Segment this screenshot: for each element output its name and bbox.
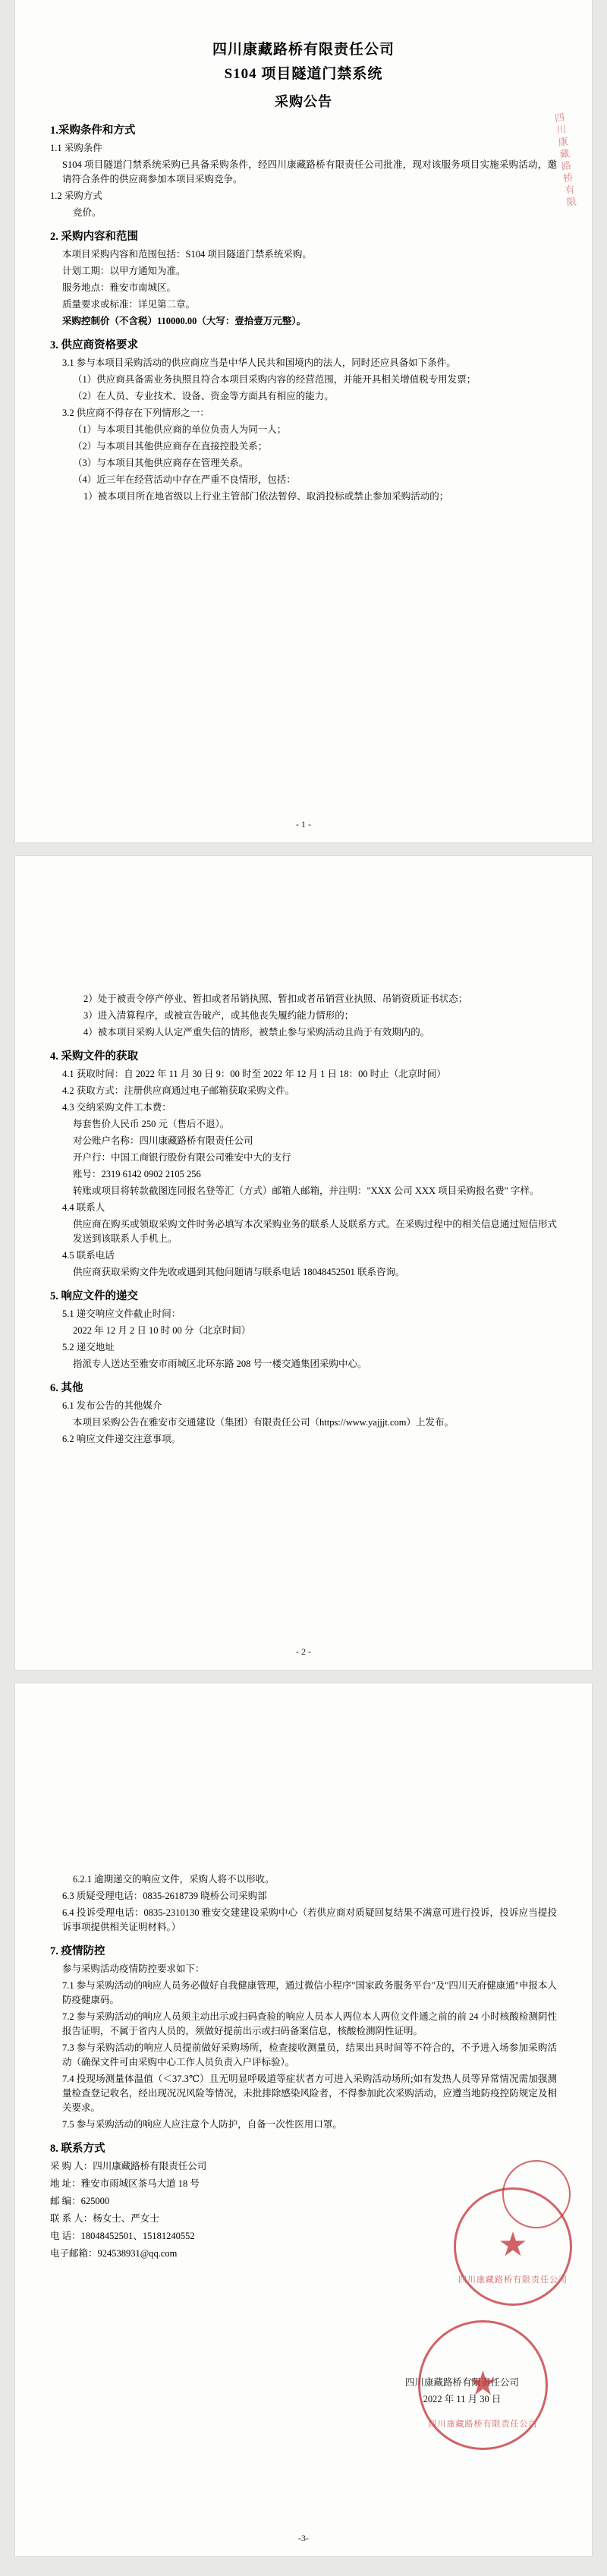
section-4-2-text: 注册供应商通过电子邮箱获取采购文件。 bbox=[124, 1085, 295, 1096]
section-4-4-text: 供应商在购买或领取采购文件时务必填写本次采购业务的联系人及联系方式。在采购过程中的相关信息通过短信形式发送到该联系人手机上。 bbox=[73, 1219, 557, 1244]
section-1-heading: 1.采购条件和方式 bbox=[50, 124, 136, 137]
section-4-2-label: 4.2 获取方式： bbox=[62, 1085, 124, 1096]
section-1-1-text: S104 项目隧道门禁系统采购已具备采购条件，经四川康藏路桥有限责任公司批准，现对该服务项目实施采购活动，邀请符合条件的供应商参加本项目采购竞争。 bbox=[62, 159, 557, 184]
section-3-2-item-4: （4）近三年在经营活动中存在严重不良情形，包括： bbox=[73, 474, 296, 485]
section-6-heading: 6. 其他 bbox=[50, 1382, 83, 1394]
complaint-phone-2: 6.4 投诉受理电话：0835-2310130 雅安交建建设采购中心（若供应商对质疑回复结果不满意可进行投诉，投诉应当提投诉事项提供相关证明材料。） bbox=[62, 1907, 557, 1932]
page-3 bbox=[15, 1683, 592, 2556]
doc-fee-amount: 每套售价人民币 250 元（售后不退）。 bbox=[73, 1119, 230, 1129]
section-3-1-item-1: （1）供应商具备需业务执照且符合本项目采购内容的经营范围，并能开具相关增值税专用发票； bbox=[73, 374, 476, 385]
page-3-number: -3- bbox=[298, 2533, 309, 2543]
seal-upper-text: 四川康藏路桥有限责任公司 bbox=[458, 2275, 568, 2285]
section-6-2: 6.2 响应文件递交注意事项。 bbox=[62, 1434, 181, 1444]
section-7-intro: 参与采购活动疫情防控要求如下： bbox=[62, 1963, 205, 1974]
submission-address: 指派专人送达至雅安市雨城区北环东路 208 号一楼交通集团采购中心。 bbox=[73, 1359, 367, 1369]
section-4-2 bbox=[62, 1084, 557, 1098]
section-7-5: 7.5 参与采购活动的响应人应注意个人防护，自备一次性医用口罩。 bbox=[62, 2119, 342, 2130]
vertical-seal-line-1: 四川康藏路桥有限 bbox=[552, 112, 577, 210]
section-3-2-item-4-sub-2: 2）处于被责令停产停业、暂扣或者吊销执照、暂扣或者吊销营业执照、吊销资质证书状态； bbox=[83, 994, 468, 1004]
contact-block bbox=[50, 2159, 557, 2261]
section-4-1: 4.1 获取时间：自 2022 年 11 月 30 日 9：00 时至 2022 年 12 月 1 日 18：00 时止（北京时间） bbox=[62, 1069, 446, 1079]
section-2-text-1: 本项目采购内容和范围包括：S104 项目隧道门禁系统采购。 bbox=[62, 249, 312, 260]
section-7-2: 7.2 参与采购活动的响应人员须主动出示或扫码查验的响应人员本人两位本人两位文件通之前的前 24 小时核酸检测阴性报告证明，不属于省内人员的，须做好提前出示或扫码备案信息，核酸检测阴性证明。 bbox=[62, 2011, 557, 2036]
section-3-2-item-4-sub-1: 1）被本项目所在地省级以上行业主管部门依法暂停、取消投标或禁止参加采购活动的； bbox=[83, 491, 449, 502]
submission-deadline: 2022 年 12 月 2 日 10 时 00 分（北京时间） bbox=[73, 1325, 251, 1336]
contact-purchaser: 采 购 人：四川康藏路桥有限责任公司 bbox=[50, 2161, 207, 2171]
document-title bbox=[50, 38, 557, 114]
section-1-2-text: 竞价。 bbox=[73, 207, 102, 218]
section-2-text-2: 计划工期：以甲方通知为准。 bbox=[62, 266, 186, 276]
title-line-3: 采购公告 bbox=[275, 94, 332, 109]
seal-lower-text: 四川康藏路桥有限责任公司 bbox=[428, 2420, 538, 2429]
section-4-heading: 4. 采购文件的获取 bbox=[50, 1050, 138, 1063]
contact-postcode: 邮 编：625000 bbox=[50, 2196, 110, 2206]
section-3-2-item-3: （3）与本项目其他供应商存在管理关系。 bbox=[73, 458, 249, 468]
section-3-2: 3.2 供应商不得存在下列情形之一： bbox=[62, 408, 209, 418]
section-3-2-item-2: （2）与本项目其他供应商存在直接控股关系； bbox=[73, 441, 268, 452]
seal-star-icon: ★ bbox=[498, 2225, 528, 2263]
section-5-1: 5.1 递交响应文件截止时间： bbox=[62, 1308, 181, 1319]
section-4-3: 4.3 交纳采购文件工本费： bbox=[62, 1102, 171, 1113]
section-5-2: 5.2 递交地址 bbox=[62, 1342, 115, 1353]
page-1 bbox=[15, 0, 592, 842]
section-4-4: 4.4 联系人 bbox=[62, 1202, 105, 1213]
section-3-1: 3.1 参与本项目采购活动的供应商应当是中华人民共和国境内的法人，同时还应具备如下条件。 bbox=[62, 357, 456, 368]
section-7-1: 7.1 参与采购活动的响应人员务必做好自我健康管理，通过微信小程序"国家政务服务平台"及"四川天府健康通"申报本人防疫健康码。 bbox=[62, 1980, 557, 2005]
section-6-2-1: 6.2.1 逾期递交的响应文件，采购人将不以形收。 bbox=[73, 1874, 275, 1885]
section-2-heading: 2. 采购内容和范围 bbox=[50, 231, 138, 243]
complaint-phone-1: 6.3 质疑受理电话：0835-2618739 晓桥公司采购部 bbox=[62, 1891, 267, 1901]
section-3-2-item-4-sub-3: 3）进入清算程序，或被宣告破产，或其他丧失履约能力情形的； bbox=[83, 1010, 354, 1021]
section-4-5: 4.5 联系电话 bbox=[62, 1250, 115, 1261]
bank-name: 开户行：中国工商银行股份有限公司雅安中大的支行 bbox=[73, 1152, 291, 1163]
section-6-1-text: 本项目采购公告在雅安市交通建设（集团）有限责任公司（https://www.yajjjt.com）上发布。 bbox=[73, 1417, 454, 1428]
signature-company: 四川康藏路桥有限责任公司 bbox=[404, 2377, 519, 2388]
section-3-2-item-1: （1）与本项目其他供应商的单位负责人为同一人； bbox=[73, 424, 287, 435]
page-2-number: - 2 - bbox=[296, 1646, 311, 1657]
account-name: 对公账户名称：四川康藏路桥有限责任公司 bbox=[73, 1135, 253, 1146]
account-number: 账号：2319 6142 0902 2105 256 bbox=[73, 1169, 201, 1179]
section-7-heading: 7. 疫情防控 bbox=[50, 1945, 105, 1957]
section-7-3: 7.3 参与采购活动的响应人员提前做好采购场所，检查接收测量员，结果出具时间等不符合的，不予进入场参加采购活动（确保文件可由采购中心工作人员负责入户评标验）。 bbox=[62, 2042, 557, 2067]
contact-phone: 电 话：18048452501、15181240552 bbox=[50, 2231, 195, 2241]
section-3-1-item-2: （2）在人员、专业技术、设备、资金等方面具有相应的能力。 bbox=[73, 391, 334, 402]
section-5-heading: 5. 响应文件的递交 bbox=[50, 1290, 138, 1302]
section-7-4: 7.4 投现场测量体温值（＜37.3℃）且无明显呼吸道等症状者方可进入采购活动场所;如有发热人员等异常情况需加强测量检查登记收名，经出现况况风险等情况，未批排除感染风险者，不得参加此次采购活动，应遵当地防疫控防规定及相关要求。 bbox=[62, 2074, 557, 2113]
signature-block bbox=[405, 2374, 519, 2408]
section-3-2-item-4-sub-4: 4）被本项目采购人认定严重失信的情形，被禁止参与采购活动且尚于有效期内的。 bbox=[83, 1027, 430, 1038]
section-6-1: 6.1 发布公告的其他媒介 bbox=[62, 1400, 162, 1411]
contact-address: 地 址：雅安市雨城区茶马大道 18 号 bbox=[50, 2178, 200, 2189]
signature-date: 2022 年 11 月 30 日 bbox=[423, 2394, 502, 2404]
section-1-2-heading: 1.2 采购方式 bbox=[50, 191, 102, 201]
purchase-control-price: 采购控制价（不含税）110000.00（大写：壹拾壹万元整）。 bbox=[62, 316, 307, 326]
section-4-5-text: 供应商获取采购文件先收或遇到其他问题请与联系电话 18048452501 联系咨询。 bbox=[73, 1267, 405, 1277]
title-line-2: S104 项目隧道门禁系统 bbox=[224, 66, 383, 82]
section-2-text-3: 服务地点：雅安市南城区。 bbox=[62, 282, 177, 293]
section-2-text-4: 质量要求或标准：详见第二章。 bbox=[62, 299, 196, 310]
contact-person: 联 系 人：杨女士、严女士 bbox=[50, 2213, 159, 2224]
seal-star-icon-2: ★ bbox=[467, 2364, 498, 2402]
page-2 bbox=[15, 856, 592, 1670]
title-line-1: 四川康藏路桥有限责任公司 bbox=[212, 42, 395, 58]
section-1-1-heading: 1.1 采购条件 bbox=[50, 143, 102, 153]
section-3-heading: 3. 供应商资格要求 bbox=[50, 339, 138, 351]
page-1-number: - 1 - bbox=[296, 819, 311, 830]
contact-email: 电子邮箱：924538931@qq.com bbox=[50, 2248, 178, 2259]
section-8-heading: 8. 联系方式 bbox=[50, 2143, 105, 2155]
transfer-note: 转账或项目将转款截图连同报名登等汇（方式）邮箱人邮箱，并注明："XXX 公司 XXX 项目采购报名费" 字样。 bbox=[73, 1186, 539, 1196]
